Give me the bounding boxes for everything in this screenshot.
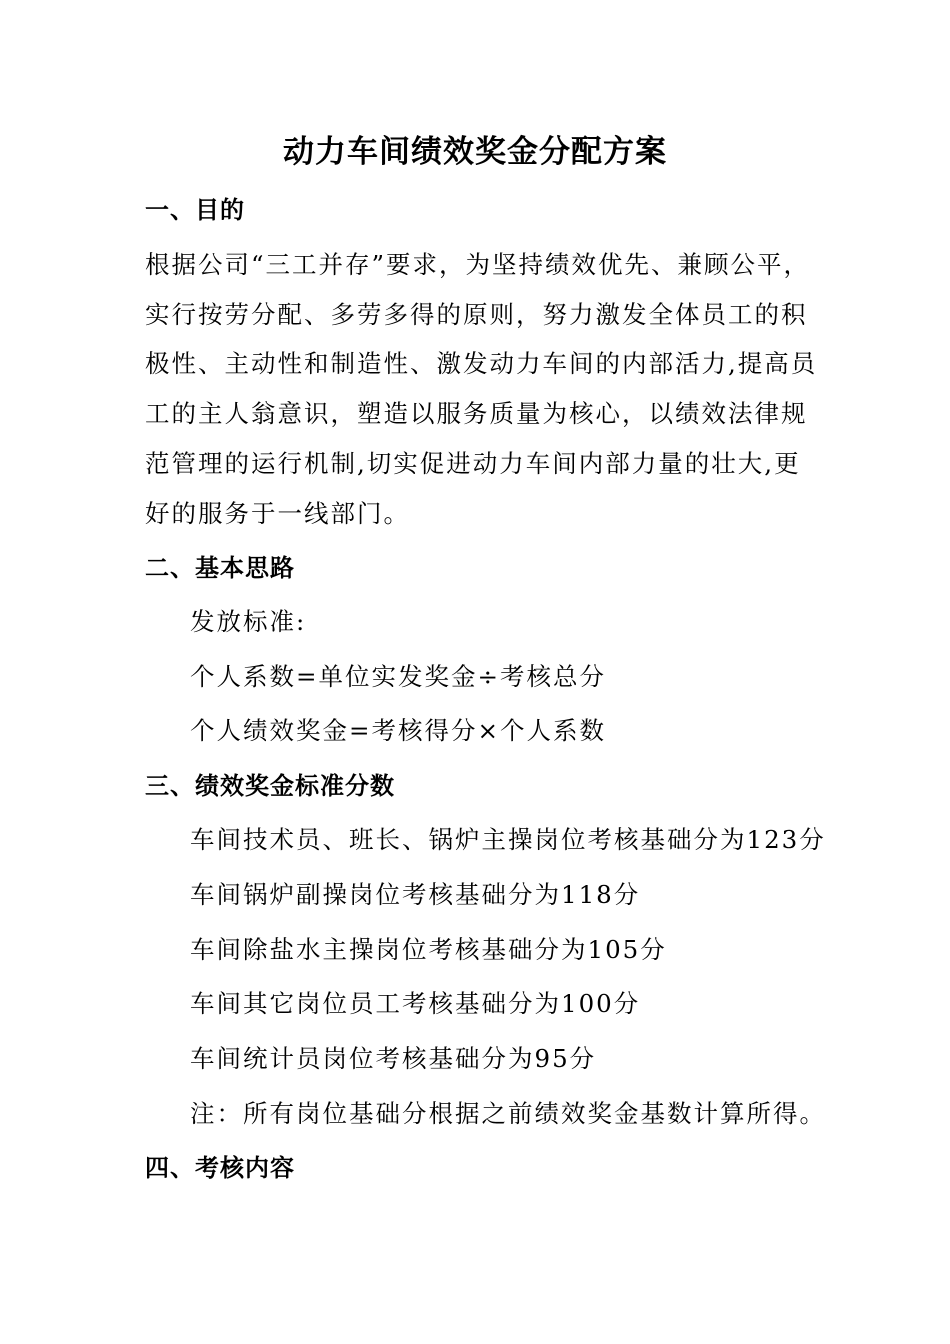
section-heading-standard-scores: 三、绩效奖金标准分数 [145, 771, 395, 800]
indented-line: 发放标准: [190, 607, 307, 636]
paragraph-line: 极性、主动性和制造性、激发动力车间的内部活力,提高员 [145, 349, 818, 378]
section-heading-purpose: 一、目的 [145, 195, 245, 224]
paragraph-line: 实行按劳分配、多劳多得的原则，努力激发全体员工的积 [145, 300, 808, 329]
paragraph-line: 根据公司“三工并存”要求，为坚持绩效优先、兼顾公平， [145, 250, 811, 279]
formula-line: 个人系数=单位实发奖金÷考核总分 [190, 662, 607, 691]
section-heading-basic-idea: 二、基本思路 [145, 553, 295, 582]
score-line: 车间除盐水主操岗位考核基础分为105分 [190, 935, 667, 964]
paragraph-line: 好的服务于一线部门。 [145, 499, 410, 528]
score-line: 车间技术员、班长、锅炉主操岗位考核基础分为123分 [190, 825, 826, 854]
paragraph-line: 工的主人翁意识，塑造以服务质量为核心，以绩效法律规 [145, 399, 808, 428]
paragraph-line: 范管理的运行机制,切实促进动力车间内部力量的壮大,更 [145, 449, 801, 478]
section-heading-assessment-content: 四、考核内容 [145, 1153, 295, 1182]
note-line: 注：所有岗位基础分根据之前绩效奖金基数计算所得。 [190, 1099, 826, 1128]
score-line: 车间其它岗位员工考核基础分为100分 [190, 989, 641, 1018]
document-title: 动力车间绩效奖金分配方案 [283, 134, 667, 170]
formula-line: 个人绩效奖金=考核得分×个人系数 [190, 716, 607, 745]
score-line: 车间统计员岗位考核基础分为95分 [190, 1044, 597, 1073]
score-line: 车间锅炉副操岗位考核基础分为118分 [190, 880, 641, 909]
